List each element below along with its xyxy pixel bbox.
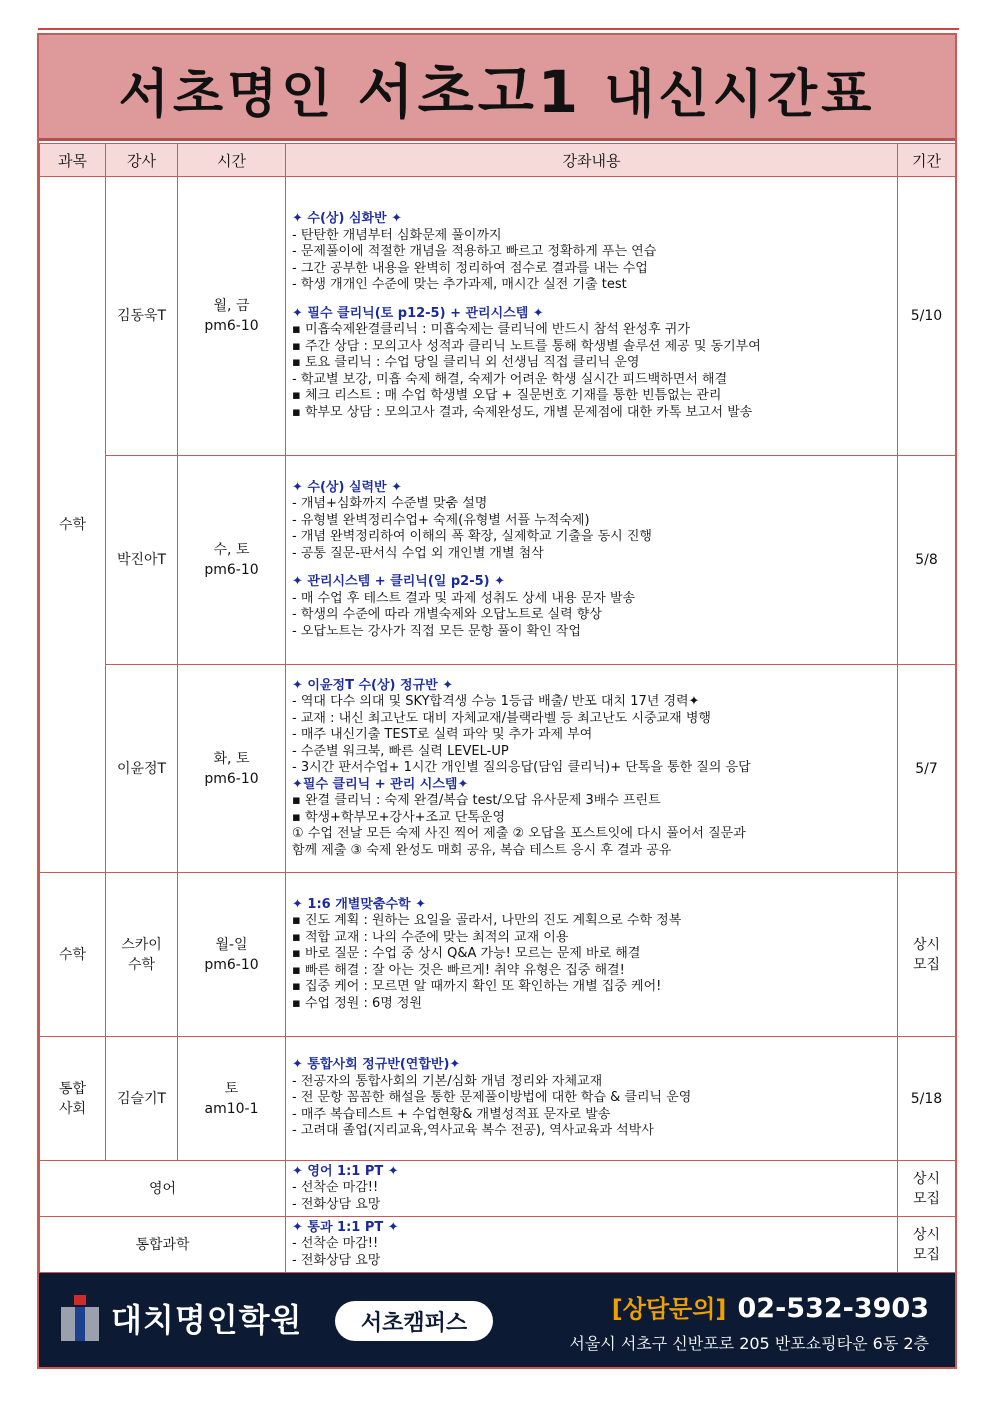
- course-line: 함께 제출 ③ 숙제 완성도 매회 공유, 복습 테스트 응시 후 결과 공유: [292, 842, 672, 858]
- time-hours: pm6-10: [204, 770, 259, 787]
- timetable-document: [37, 33, 957, 1369]
- time-hours: pm6-10: [204, 562, 259, 578]
- time-cell: [178, 177, 286, 456]
- period-line: 모집: [912, 956, 941, 973]
- course-line: - 선착순 마감!!: [292, 1236, 379, 1252]
- period-cell: 5/18: [898, 1037, 956, 1161]
- contact-label: [상담문의]: [611, 1295, 727, 1323]
- top-rule: [38, 28, 959, 30]
- table-row: [40, 1217, 956, 1273]
- time-cell: [178, 873, 286, 1037]
- course-line: - 교재 : 내신 최고난도 대비 자체교재/블랙라벨 등 최고난도 시중교재 병행: [292, 710, 711, 726]
- subject-cell: 수학: [40, 873, 106, 1037]
- period-cell: [898, 873, 956, 1037]
- course-heading: ✦ 영어 1:1 PT ✦: [292, 1163, 399, 1179]
- header-content: 강좌내용: [286, 144, 898, 177]
- header-time: 시간: [178, 144, 286, 177]
- contact-info: [612, 1289, 929, 1324]
- course-heading: ✦ 통합사회 정규반(연합반)✦: [292, 1057, 461, 1073]
- course-line: - 전 문항 꼼꼼한 해설을 통한 문제풀이방법에 대한 학습 & 클리닉 운영: [292, 1090, 692, 1106]
- page-title: [119, 45, 876, 129]
- course-line: ▪ 미흡숙제완결클리닉 : 미흡숙제는 클리닉에 반드시 참석 완성후 귀가: [292, 322, 690, 337]
- academy-logo-icon: [61, 1295, 99, 1341]
- phone-number: 02-532-3903: [737, 1293, 929, 1324]
- time-cell: [178, 1037, 286, 1161]
- time-days: 월, 금: [213, 298, 250, 314]
- spacer: [292, 294, 891, 306]
- subject-cell: [40, 1037, 106, 1161]
- period-cell: [898, 1161, 956, 1217]
- teacher-name-line: 스카이: [121, 936, 162, 953]
- time-hours: am10-1: [204, 1100, 259, 1117]
- course-line: - 문제풀이에 적절한 개념을 적용하고 빠르고 정확하게 푸는 연습: [292, 244, 657, 259]
- subject-cell: 영어: [40, 1161, 286, 1217]
- course-line: ▪ 적합 교재 : 나의 수준에 맞는 최적의 교재 이용: [292, 929, 569, 945]
- course-line: - 선착순 마감!!: [292, 1180, 379, 1196]
- course-line: ▪ 완결 클리닉 : 숙제 완결/복습 test/오답 유사문제 3배수 프린트: [292, 793, 661, 809]
- course-line: - 공통 질문-판서식 수업 외 개인별 개별 첨삭: [292, 545, 544, 561]
- header-period: 기간: [898, 144, 956, 177]
- teacher-cell: 박진아T: [106, 456, 178, 665]
- course-heading: ✦ 수(상) 심화반 ✦: [292, 211, 403, 226]
- title-part-3: 내신시간표: [604, 64, 876, 125]
- course-heading: ✦필수 클리닉 + 관리 시스템✦: [292, 776, 469, 792]
- subject-line: 사회: [58, 1100, 87, 1117]
- course-line: - 탄탄한 개념부터 심화문제 풀이까지: [292, 227, 502, 243]
- header-subject: 과목: [40, 144, 106, 177]
- table-row: [40, 177, 956, 456]
- course-line: - 유형별 완벽정리수업+ 숙제(유형별 서플 누적숙제): [292, 512, 590, 528]
- course-heading: ✦ 관리시스템 + 클리닉(일 p2-5) ✦: [292, 574, 506, 590]
- table-row: [40, 665, 956, 873]
- title-part-1: 서초명인: [118, 64, 336, 125]
- course-line: - 역대 다수 의대 및 SKY합격생 수능 1등급 배출/ 반포 대치 17년 경력✦: [292, 694, 700, 710]
- academy-name: 대치명인학원: [111, 1301, 303, 1339]
- course-line: - 전화상담 요망: [292, 1252, 381, 1268]
- course-line: - 오답노트는 강사가 직접 모든 문항 풀이 확인 작업: [292, 623, 581, 639]
- course-line: ① 수업 전날 모든 숙제 사진 찍어 제출 ② 오답을 포스트잇에 다시 풀어서 질문과: [292, 826, 746, 842]
- teacher-cell: [106, 873, 178, 1037]
- table-row: [40, 1161, 956, 1217]
- table-row: [40, 456, 956, 665]
- subject-cell: 수학: [40, 177, 106, 873]
- course-line: ▪ 수업 정원 : 6명 정원: [292, 995, 423, 1011]
- period-line: 모집: [912, 1190, 941, 1207]
- course-line: ▪ 빠른 해결 : 잘 아는 것은 빠르게! 취약 유형은 집중 해결!: [292, 962, 625, 978]
- course-heading: ✦ 통과 1:1 PT ✦: [292, 1219, 399, 1235]
- course-line: - 학교별 보강, 미흡 숙제 해결, 숙제가 어려운 학생 실시간 피드백하면서 해결: [292, 371, 728, 387]
- course-line: ▪ 바로 질문 : 수업 중 상시 Q&A 가능! 모르는 문제 바로 해결: [292, 946, 641, 962]
- schedule-table: [39, 143, 956, 1273]
- time-days: 월-일: [215, 936, 248, 953]
- course-line: - 3시간 판서수업+ 1시간 개인별 질의응답(담임 클리닉)+ 단톡을 통한 질의 응답: [292, 760, 751, 776]
- course-line: - 개념+심화까지 수준별 맞춤 설명: [292, 496, 488, 512]
- time-days: 토: [224, 1080, 239, 1097]
- course-heading: ✦ 필수 클리닉(토 p12-5) + 관리시스템 ✦: [292, 305, 544, 321]
- course-heading: ✦ 수(상) 실력반 ✦: [292, 479, 403, 495]
- teacher-name-line: 수학: [127, 956, 156, 973]
- title-banner: [39, 35, 955, 141]
- course-line: - 고려대 졸업(지리교육,역사교육 복수 전공), 역사교육과 석박사: [292, 1123, 654, 1139]
- course-content: [286, 1161, 898, 1217]
- address: 서울시 서초구 신반포로 205 반포쇼핑타운 6동 2층: [569, 1334, 929, 1353]
- course-content: [286, 177, 898, 456]
- course-line: ▪ 학부모 상담 : 모의고사 결과, 숙제완성도, 개별 문제점에 대한 카톡 보고서 발송: [292, 404, 753, 420]
- course-line: - 수준별 워크북, 빠른 실력 LEVEL-UP: [292, 743, 509, 759]
- course-line: - 매 수업 후 테스트 결과 및 과제 성취도 상세 내용 문자 발송: [292, 590, 636, 606]
- table-row: [40, 1037, 956, 1161]
- period-line: 상시: [912, 1170, 941, 1187]
- course-line: - 개념 완벽정리하여 이해의 폭 확장, 실제학교 기출을 동시 진행: [292, 529, 652, 545]
- course-line: ▪ 주간 상담 : 모의고사 성적과 클리닉 노트를 통해 학생별 솔루션 제공 및 동기부여: [292, 338, 761, 354]
- title-part-2: 서초고1: [357, 57, 583, 126]
- course-content: [286, 665, 898, 873]
- course-line: - 전화상담 요망: [292, 1196, 381, 1212]
- course-line: ▪ 학생+학부모+강사+조교 단톡운영: [292, 809, 506, 825]
- teacher-cell: 이윤정T: [106, 665, 178, 873]
- teacher-cell: 김슬기T: [106, 1037, 178, 1161]
- time-cell: [178, 456, 286, 665]
- time-days: 수, 토: [213, 542, 250, 558]
- course-line: - 그간 공부한 내용을 완벽히 정리하여 점수로 결과를 내는 수업: [292, 260, 648, 276]
- course-line: - 매주 내신기출 TEST로 실력 파악 및 추가 과제 부여: [292, 727, 593, 743]
- period-line: 상시: [912, 936, 941, 953]
- course-heading: ✦ 이윤정T 수(상) 정규반 ✦: [292, 677, 454, 693]
- course-line: ▪ 토요 클리닉 : 수업 당일 클리닉 외 선생님 직접 클리닉 운영: [292, 355, 640, 370]
- course-heading: ✦ 1:6 개별맞춤수학 ✦: [292, 896, 427, 912]
- table-header-row: [40, 144, 956, 177]
- time-hours: pm6-10: [204, 956, 259, 973]
- course-line: ▪ 체크 리스트 : 매 수업 학생별 오답 + 질문번호 기재를 통한 빈틈없는 관리: [292, 388, 722, 403]
- header-teacher: 강사: [106, 144, 178, 177]
- course-content: [286, 1217, 898, 1273]
- time-days: 화, 토: [213, 750, 250, 767]
- course-content: [286, 873, 898, 1037]
- subject-cell: 통합과학: [40, 1217, 286, 1273]
- course-line: - 매주 복습테스트 + 수업현황& 개별성적표 문자로 발송: [292, 1106, 611, 1122]
- subject-line: 통합: [58, 1080, 87, 1097]
- time-cell: [178, 665, 286, 873]
- course-line: - 학생 개개인 수준에 맞는 추가과제, 매시간 실전 기출 test: [292, 277, 627, 292]
- course-line: ▪ 집중 케어 : 모르면 알 때까지 확인 또 확인하는 개별 집중 케어!: [292, 979, 662, 995]
- course-content: [286, 1037, 898, 1161]
- period-line: 모집: [912, 1246, 941, 1263]
- teacher-cell: 김동욱T: [106, 177, 178, 456]
- period-cell: 5/7: [898, 665, 956, 873]
- period-line: 상시: [912, 1226, 941, 1243]
- course-line: - 전공자의 통합사회의 기본/심화 개념 정리와 자체교재: [292, 1073, 603, 1089]
- spacer: [292, 562, 891, 574]
- period-cell: 5/8: [898, 456, 956, 665]
- footer-banner: [39, 1273, 955, 1367]
- table-row: [40, 873, 956, 1037]
- period-cell: [898, 1217, 956, 1273]
- course-line: - 학생의 수준에 따라 개별숙제와 오답노트로 실력 향상: [292, 607, 602, 623]
- period-cell: 5/10: [898, 177, 956, 456]
- campus-badge: 서초캠퍼스: [335, 1301, 493, 1341]
- course-content: [286, 456, 898, 665]
- time-hours: pm6-10: [204, 318, 259, 334]
- course-line: ▪ 진도 계획 : 원하는 요일을 골라서, 나만의 진도 계획으로 수학 정복: [292, 913, 682, 929]
